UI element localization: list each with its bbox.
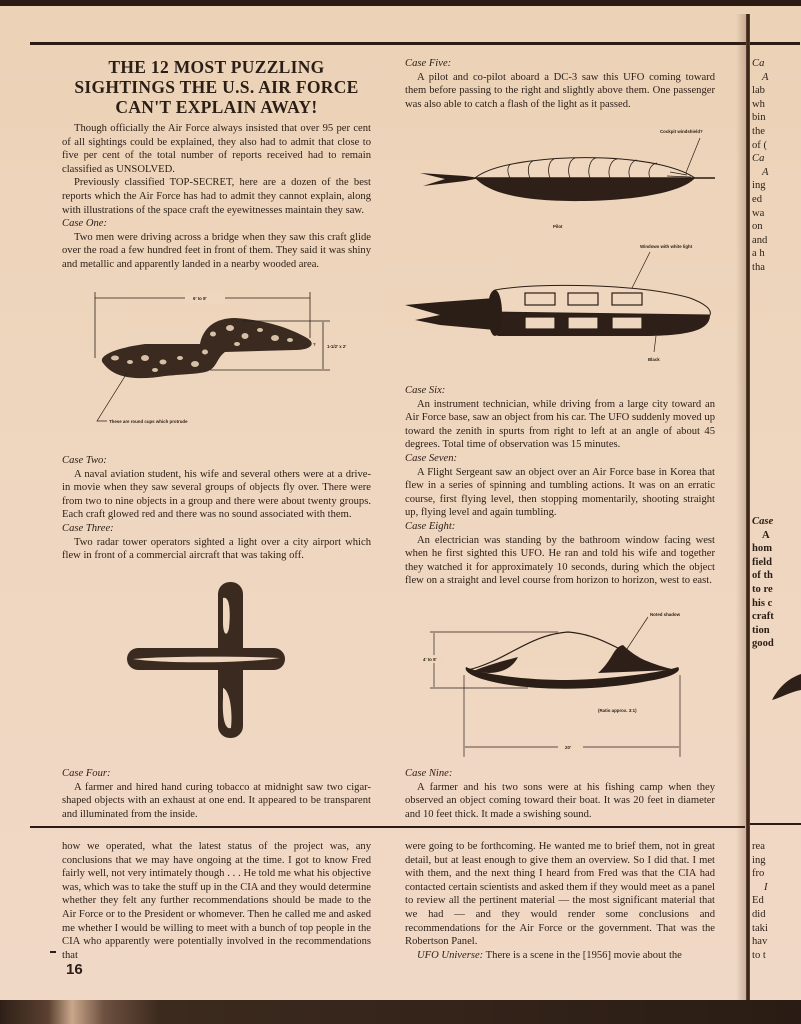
fragment-line: A (762, 71, 769, 83)
case-seven-heading: Case Seven: (405, 452, 458, 464)
figure-cross-object (125, 578, 290, 743)
figure-case-five-cigar (415, 128, 720, 228)
interview-left-column (62, 840, 371, 962)
case-four-text: A farmer and hired hand curing tobacco at midnight saw two cigar-shaped objects with an exhaust at one end. It appeared to be transparent and illuminated from the inside. (62, 781, 371, 820)
fragment-line: A (762, 529, 770, 541)
boomerang-craft (102, 318, 312, 378)
pilot-label: Pilot (553, 224, 563, 229)
fragment-line: of th (752, 570, 773, 582)
shadow-label: Noted shadow (650, 612, 681, 617)
case-eight-heading: Case Eight: (405, 520, 456, 532)
top-rule (30, 42, 800, 45)
exhaust-plume (405, 298, 495, 330)
case-seven-text: A Flight Sergeant saw an object over an Air Force base in Korea that flew in a series of spinning and tumbling actions. It was on an erratic course, first flying level, then stopping momentarily, shooting straight up, flying level and again tumbling. (405, 466, 715, 519)
case-nine-text: A farmer and his two sons were at his fishing camp when they observed an object coming toward their boat. It was 20 feet in diameter and 10 feet thick. It made a swishing sound. (405, 781, 715, 820)
fragment-line: wh (752, 98, 765, 110)
fragment-line: to re (752, 583, 773, 595)
fragment-line: Ca (752, 153, 765, 165)
right-column-bottom (405, 767, 715, 821)
facing-page-fragment-2 (752, 515, 801, 651)
figure-case-five-bullet (400, 240, 720, 375)
interviewer-label: UFO Universe: (417, 949, 484, 961)
interview-paragraph: how we operated, what the latest status of the project was, any conclusions that we may have ongoing at the time. I got to know Fred fairly well, not very intimately though . . . He told me what his objective was, which was to take the stuff up in the CIA and they would determine whether they felt any further recommendations should be made to the Air Force or to the President or whomever. Then he called me and asked me whether I would be willing to meet with a bunch of top people in the CIA who apparently were potentially involved in the recommendations that (62, 841, 371, 961)
article-title (62, 57, 371, 117)
fragment-line: taki (752, 922, 768, 934)
case-five-text: A pilot and co-pilot aboard a DC-3 saw this UFO coming toward them before passing to the right and slightly above them. One passenger was also able to catch a flash of the light as it passed. (405, 71, 715, 110)
interview-right-column (405, 840, 715, 962)
height-label: 4' to 8' (423, 657, 437, 662)
fragment-line: wa (752, 207, 765, 219)
case-one-text: Two men were driving across a bridge when they saw this craft glide over the road a few hundred feet in front of them. They said it was shiny and metallic and apparently landed in a nearby wooded area. (62, 231, 371, 270)
case-six-heading: Case Six: (405, 385, 446, 396)
case-six-text: An instrument technician, while driving from a large city toward an Air Force base, saw an object from his car. The UFO suddenly moved up toward the zenith in spurts from right to left at an angle of about 45 degrees. Total time of observation was 15 minutes. (405, 398, 715, 451)
fragment-line: his c (752, 597, 773, 609)
interview-question (405, 949, 715, 963)
cockpit-label: Cockpit windshield? (660, 129, 703, 134)
title-line: CAN'T EXPLAIN AWAY! (115, 97, 318, 117)
left-column (62, 57, 371, 272)
fragment-line: A (762, 166, 769, 178)
page-gutter (746, 14, 750, 1004)
facing-page-fragment-3 (752, 840, 801, 962)
facing-page-fragment-1 (752, 57, 801, 275)
fragment-line: ed (752, 193, 762, 205)
question-mark: ? (313, 342, 316, 347)
fragment-line: rea (752, 841, 765, 852)
right-column (405, 57, 715, 111)
case-four-heading: Case Four: (62, 768, 111, 779)
fragment-line: hom (752, 543, 773, 555)
facing-section-rule (750, 823, 801, 825)
callout-line (97, 373, 127, 421)
fragment-line: fro (752, 868, 765, 880)
case-five-heading: Case Five: (405, 58, 452, 69)
bullet-rear (488, 290, 502, 336)
fragment-line: tha (752, 261, 765, 273)
fragment-line: Ca (752, 58, 765, 69)
fragment-line: ing (752, 854, 766, 866)
case-nine-heading: Case Nine: (405, 768, 453, 779)
fragment-line: I (764, 881, 768, 893)
fragment-line: bin (752, 112, 766, 124)
ratio-label: (Ratio approx. 3:1) (598, 708, 637, 713)
fragment-line: the (752, 125, 765, 137)
fragment-line: on (752, 221, 763, 233)
title-line: THE 12 MOST PUZZLING (108, 57, 325, 77)
windows-label: Windows with white light (640, 244, 693, 249)
fragment-line: ing (752, 180, 766, 192)
intro-paragraph: Previously classified TOP-SECRET, here are a dozen of the best reports which the Air Force has had to admit they cannot explain, along with illustrations of the space craft the eyewitnesses maintain they saw. (62, 177, 371, 216)
case-eight-text: An electrician was standing by the bathroom window facing west when he first sighted this UFO. He ran and told his wife and together they watched it for approximately 10 seconds, during which the object flew on a straight and level course from horizon to horizon, west to east. (405, 534, 715, 587)
facing-page-figure-edge (770, 670, 801, 715)
fragment-line: did (752, 908, 766, 920)
fragment-line: Ed (752, 895, 764, 907)
width-label: 6' to 8' (193, 296, 207, 301)
figure-case-eight-saucer (418, 605, 718, 760)
fragment-line: tion (752, 624, 770, 636)
width-label: 20' (565, 745, 571, 750)
callout-line (654, 336, 656, 352)
case-three-heading: Case Three: (62, 522, 114, 534)
case-three-text: Two radar tower operators sighted a light over a city airport which flew in front of a commercial aircraft that was taking off. (62, 536, 371, 562)
left-column-middle (62, 454, 371, 563)
cups-note: These are round cups which protrude (109, 419, 188, 424)
fragment-line: hav (752, 936, 768, 948)
case-two-text: A naval aviation student, his wife and several others were at a drive-in movie when they saw several groups of objects fly over. There were from two to nine objects in a group and there were about twenty groups. Each craft glowed red and there was no sound associated with them. (62, 468, 371, 521)
bullet-body-top (489, 285, 710, 315)
interview-question-text: There is a scene in the [1956] movie about the (485, 949, 682, 961)
scan-top-edge (0, 0, 801, 6)
height-label: 1-1/2' x 2' (327, 344, 347, 349)
left-column-bottom (62, 767, 371, 821)
interview-paragraph: were going to be forthcoming. He wanted me to brief them, not in great detail, but at least enough to give them an overview. So I did that. I met with them, and the next thing I heard from Fred was that the CIA had contacted certain scientists and asked them if they would meet as a panel to review all the pertinent material — the most significant material that we had — and they would render some conclusions and recommendations for the Air Force or the government. That was the Robertson Panel. (405, 841, 715, 948)
title-line: SIGHTINGS THE U.S. AIR FORCE (74, 77, 359, 97)
cigar-body-bottom (475, 178, 695, 201)
fragment-line: field (752, 556, 773, 568)
gutter-shadow (736, 14, 746, 1004)
black-label: Black (648, 357, 660, 362)
exhaust-plume (420, 173, 480, 186)
intro-paragraph: Though officially the Air Force always insisted that over 95 per cent of all sightings could be explained, they also had to admit that close to five per cent of the total number of reports received had to remain classified as UNSOLVED. (62, 123, 371, 175)
margin-mark (50, 951, 56, 953)
case-one-heading: Case One: (62, 218, 108, 230)
fragment-line: Case (752, 516, 774, 527)
fragment-line: lab (752, 85, 765, 97)
fragment-line: good (752, 638, 774, 650)
scan-bottom-edge (0, 1000, 801, 1024)
case-two-heading: Case Two: (62, 455, 107, 466)
fragment-line: and (752, 234, 768, 246)
page-number: 16 (66, 961, 83, 978)
fragment-line: a h (752, 248, 765, 260)
figure-case-one (85, 288, 355, 433)
fragment-line: of ( (752, 139, 768, 151)
right-column-middle (405, 384, 715, 588)
fragment-line: craft (752, 611, 774, 623)
section-rule (30, 826, 745, 828)
fragment-line: to t (752, 949, 766, 961)
